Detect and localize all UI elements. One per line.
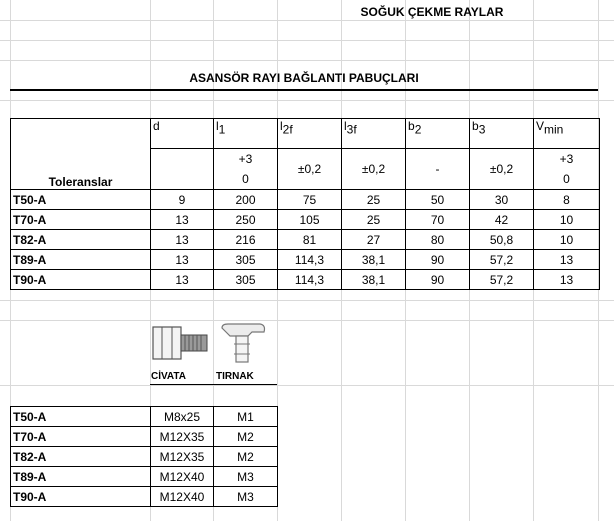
bolt-size-cell: M12X40: [151, 487, 214, 507]
table-row: [11, 230, 600, 250]
column-symbol: $b_3$: [470, 119, 534, 149]
bolt-icon: [150, 323, 210, 365]
tolerance-header: Toleranslar: [11, 119, 151, 190]
grid-row-line: [0, 385, 614, 386]
bolt-size-cell: M12X35: [151, 447, 214, 467]
value-cell: 90: [406, 270, 470, 290]
parts-table: [10, 406, 278, 507]
value-cell: 13: [151, 230, 214, 250]
value-cell: 81: [278, 230, 342, 250]
clip-code-cell: M1: [214, 407, 278, 427]
table-row: [11, 467, 278, 487]
value-cell: 8: [534, 190, 600, 210]
bolt-size-cell: M8x25: [151, 407, 214, 427]
tolerance-cell: ±0,2: [342, 149, 406, 190]
rail-type-label: T82-A: [11, 447, 151, 467]
grid-row-line: [0, 300, 614, 301]
value-cell: 200: [214, 190, 278, 210]
value-cell: 10: [534, 230, 600, 250]
rail-type-label: T70-A: [11, 427, 151, 447]
value-cell: 13: [534, 250, 600, 270]
bolt-size-cell: M12X40: [151, 467, 214, 487]
tolerance-cell: +3 0: [534, 149, 600, 190]
rail-type-label: T89-A: [11, 250, 151, 270]
clip-code-cell: M2: [214, 427, 278, 447]
value-cell: 50,8: [470, 230, 534, 250]
value-cell: 13: [151, 210, 214, 230]
value-cell: 27: [342, 230, 406, 250]
value-cell: 13: [151, 250, 214, 270]
tolerance-cell: [151, 149, 214, 190]
bolt-label: CİVATA: [151, 371, 186, 382]
rail-type-label: T50-A: [11, 190, 151, 210]
clip-label: TIRNAK: [216, 371, 254, 382]
rail-type-label: T82-A: [11, 230, 151, 250]
table-row: [11, 190, 600, 210]
value-cell: 90: [406, 250, 470, 270]
subtitle-underline: [10, 89, 598, 91]
grid-row-line: [0, 20, 614, 21]
value-cell: 57,2: [470, 250, 534, 270]
value-cell: 70: [406, 210, 470, 230]
bolt-size-cell: M12X35: [151, 427, 214, 447]
rail-clip-icon: [218, 322, 268, 366]
value-cell: 80: [406, 230, 470, 250]
table-row: [11, 210, 600, 230]
value-cell: 305: [214, 250, 278, 270]
dimensions-table: [10, 118, 600, 290]
grid-row-line: [0, 100, 614, 101]
value-cell: 114,3: [278, 270, 342, 290]
tolerance-cell: ±0,2: [470, 149, 534, 190]
table-row: [11, 427, 278, 447]
tolerance-cell: ±0,2: [278, 149, 342, 190]
clip-code-cell: M3: [214, 487, 278, 507]
table-row: [11, 487, 278, 507]
value-cell: 57,2: [470, 270, 534, 290]
table-row: [11, 407, 278, 427]
grid-row-line: [0, 60, 614, 61]
value-cell: 25: [342, 190, 406, 210]
value-cell: 216: [214, 230, 278, 250]
rail-type-label: T90-A: [11, 487, 151, 507]
rail-type-label: T50-A: [11, 407, 151, 427]
clip-code-cell: M3: [214, 467, 278, 487]
table-row: [11, 250, 600, 270]
column-symbol: $l_1$: [214, 119, 278, 149]
grid-row-line: [0, 320, 614, 321]
value-cell: 13: [534, 270, 600, 290]
parts-label-underline: [150, 384, 277, 385]
value-cell: 114,3: [278, 250, 342, 270]
value-cell: 30: [470, 190, 534, 210]
tolerance-cell: -: [406, 149, 470, 190]
value-cell: 42: [470, 210, 534, 230]
value-cell: 305: [214, 270, 278, 290]
value-cell: 25: [342, 210, 406, 230]
value-cell: 13: [151, 270, 214, 290]
clip-code-cell: M2: [214, 447, 278, 467]
value-cell: 38,1: [342, 250, 406, 270]
value-cell: 10: [534, 210, 600, 230]
column-symbol: d: [151, 119, 214, 149]
grid-row-line: [0, 40, 614, 41]
value-cell: 9: [151, 190, 214, 210]
value-cell: 38,1: [342, 270, 406, 290]
page-title: SOĞUK ÇEKME RAYLAR: [360, 5, 504, 19]
table-row: [11, 270, 600, 290]
tolerance-cell: +3 0: [214, 149, 278, 190]
value-cell: 50: [406, 190, 470, 210]
value-cell: 75: [278, 190, 342, 210]
rail-type-label: T89-A: [11, 467, 151, 487]
rail-type-label: T90-A: [11, 270, 151, 290]
column-symbol: $l_{3f}$: [342, 119, 406, 149]
column-symbol: $V_{min}$: [534, 119, 600, 149]
value-cell: 105: [278, 210, 342, 230]
column-symbol: $l_{2f}$: [278, 119, 342, 149]
value-cell: 250: [214, 210, 278, 230]
rail-type-label: T70-A: [11, 210, 151, 230]
section-title: ASANSÖR RAYI BAĞLANTI PABUÇLARI: [189, 71, 419, 85]
column-symbol: $b_2$: [406, 119, 470, 149]
table-row: [11, 447, 278, 467]
